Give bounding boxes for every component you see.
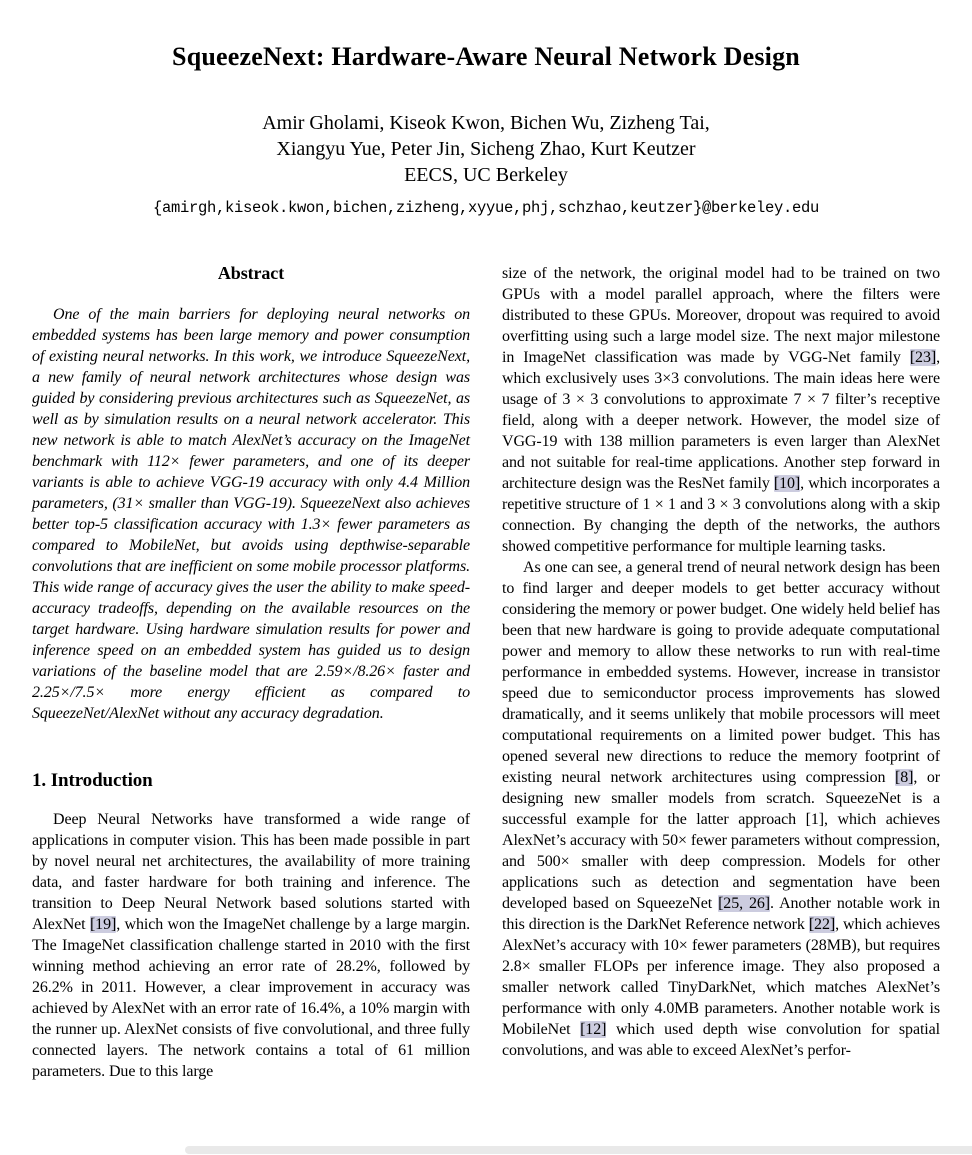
citation-link[interactable]: [25, 26]: [718, 895, 771, 912]
abstract-heading: Abstract: [217, 263, 285, 283]
author-emails: {amirgh,kiseok.kwon,bichen,zizheng,xyyue,phj,schzhao,keutzer}@berkeley.edu: [152, 199, 820, 217]
abstract-text: One of the main barriers for deploying neural networks on embedded systems has been large memory and power consumption of existing neural networks. In this work, we introduce SqueezeNext, a new family of neural network architectures whose design was guided by considering previous architectures such as SqueezeNet, as well as by simulation results on a neural network accelerator. This new network is able to match AlexNet’s accuracy on the ImageNet benchmark with 112× fewer parameters, and one of its deeper variants is able to achieve VGG-19 accuracy with only 4.4 Million parameters, (31× smaller than VGG-19). SqueezeNext also achieves better top-5 classification accuracy with 1.3× fewer parameters as compared to MobileNet, but avoids using depthwise-separable convolutions that are inefficient on some mobile processor platforms. This wide range of accuracy gives the user the ability to make speed-accuracy tradeoffs, depending on the available resources on the target hardware. Using hardware simulation results for power and inference speed on an embedded system has guided us to design variations of the baseline model that are 2.59×/8.26× faster and 2.25×/7.5× more energy efficient as compared to SqueezeNet/AlexNet without any accuracy degradation.: [32, 306, 470, 722]
two-column-body: [32, 263, 940, 1082]
authors-line-2: Xiangyu Yue, Peter Jin, Sicheng Zhao, Kurt Keutzer: [276, 138, 696, 160]
body-paragraph: As one can see, a general trend of neural network design has been to find larger and deeper models to get better accuracy without considering the memory or power budget. One widely held belief has been that new hardware is going to provide adequate computational power and memory to allow these networks to run with real-time performance in embedded systems. However, increase in transistor speed due to semiconductor process improvements has slowed dramatically, and it seems unlikely that mobile processors will meet computational requirements on a limited power budget. This has opened several new directions to reduce the memory footprint of existing neural network architectures using compression [8], or designing new smaller models from scratch. SqueezeNet is a successful example for the latter approach [1], which achieves AlexNet’s accuracy with 50× fewer parameters without compression, and 500× smaller with deep compression. Models for other applications such as detection and segmentation have been developed based on SqueezeNet [25, 26]. Another notable work in this direction is the DarkNet Reference network [22], which achieves AlexNet’s accuracy with 10× fewer parameters (28MB), but requires 2.8× smaller FLOPs per inference image. They also proposed a smaller network called TinyDarkNet, which matches AlexNet’s performance with only 4.0MB parameters. Another notable work is MobileNet [12] which used depth wise convolution for spatial convolutions, and was able to exceed AlexNet’s perfor-: [502, 559, 940, 1059]
citation-link[interactable]: [22]: [808, 916, 836, 933]
affiliation: EECS, UC Berkeley: [404, 164, 568, 186]
paper-title: SqueezeNext: Hardware-Aware Neural Network Design: [172, 42, 800, 71]
citation-link[interactable]: [12]: [580, 1021, 607, 1038]
citation-link[interactable]: [19]: [89, 916, 117, 933]
body-paragraph: size of the network, the original model had to be trained on two GPUs with a model parallel approach, where the filters were distributed to these GPUs. Moreover, dropout was required to avoid overfitting using such a large model size. The next major milestone in ImageNet classification was made by VGG-Net family [23], which exclusively uses 3×3 convolutions. The main ideas here were usage of 3 × 3 convolutions to approximate 7 × 7 filter’s receptive field, along with a deeper network. However, the model size of VGG-19 with 138 million parameters is even larger than AlexNet and not suitable for real-time applications. Another step forward in architecture design was the ResNet family [10], which incorporates a repetitive structure of 1 × 1 and 3 × 3 convolutions along with a skip connection. By changing the depth of the networks, the authors showed competitive performance for multiple learning tasks.: [502, 265, 940, 555]
author-block: [0, 110, 972, 188]
left-column: [32, 263, 470, 1082]
page-edge-bar: [185, 1146, 972, 1154]
citation-link[interactable]: [23]: [909, 349, 937, 366]
citation-link[interactable]: [10]: [773, 475, 801, 492]
section-heading-introduction: 1. Introduction: [32, 770, 153, 791]
introduction-paragraph: Deep Neural Networks have transformed a wide range of applications in computer vision. This has been made possible in part by novel neural net architectures, the availability of more training data, and faster hardware for both training and inference. The transition to Deep Neural Network based solutions started with AlexNet [19], which won the ImageNet challenge by a large margin. The ImageNet classification challenge started in 2010 with the first winning method achieving an error rate of 28.2%, followed by 26.2% in 2011. However, a clear improvement in accuracy was achieved by AlexNet with an error rate of 16.4%, a 10% margin with the runner up. AlexNet consists of five convolutional, and three fully connected layers. The network contains a total of 61 million parameters. Due to this large: [32, 811, 470, 1080]
right-column: [502, 263, 940, 1082]
citation-link[interactable]: [8]: [895, 769, 914, 786]
authors-line-1: Amir Gholami, Kiseok Kwon, Bichen Wu, Zizheng Tai,: [262, 112, 710, 134]
